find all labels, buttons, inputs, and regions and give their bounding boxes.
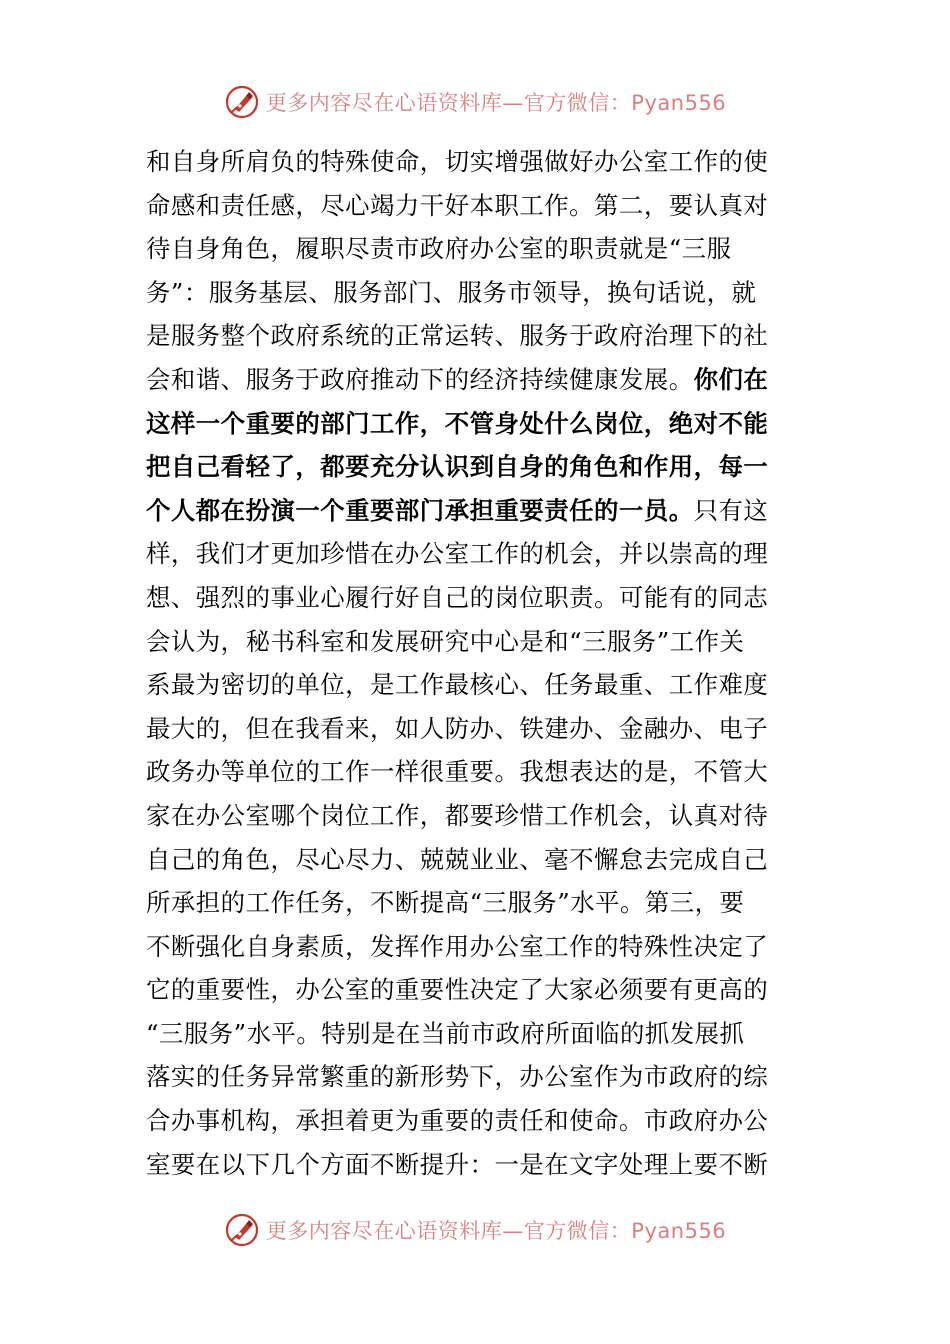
document-body — [146, 140, 806, 1186]
text-segment: 它的重要性，办公室的重要性决定了大家必须要有更高的 — [146, 975, 769, 1005]
text-segment: 合办事机构，承担着更为重要的责任和使命。市政府办公 — [146, 1106, 769, 1136]
text-segment: 会和谐、服务于政府推动下的经济持续健康发展。 — [146, 364, 694, 394]
text-line — [146, 576, 806, 620]
text-line — [146, 445, 806, 489]
text-line — [146, 663, 806, 707]
text-segment: 系最为密切的单位，是工作最核心、任务最重、工作难度 — [146, 670, 769, 700]
text-segment: 务”：服务基层、服务部门、服务市领导，换句话说，就 — [146, 277, 757, 307]
pen-nib-logo-icon — [224, 84, 260, 120]
text-line — [146, 227, 806, 271]
text-segment: 不断强化自身素质，发挥作用办公室工作的特殊性决定了 — [146, 931, 769, 961]
text-segment: “三服务”水平。特别是在当前市政府所面临的抓发展抓 — [146, 1018, 745, 1048]
text-line — [146, 140, 806, 184]
footer-banner — [0, 1210, 950, 1250]
bold-text-segment: 把自己看轻了，都要充分认识到自身的角色和作用，每一 — [146, 452, 769, 482]
text-line — [146, 1055, 806, 1099]
bold-text-segment: 个人都在扮演一个重要部门承担重要责任的一员。 — [146, 495, 694, 525]
text-line — [146, 968, 806, 1012]
text-segment: 和自身所肩负的特殊使命，切实增强做好办公室工作的使 — [146, 147, 769, 176]
text-segment: 想、强烈的事业心履行好自己的岗位职责。可能有的同志 — [146, 582, 769, 612]
text-line — [146, 314, 806, 358]
text-segment: 只有这 — [693, 495, 769, 525]
bold-text-segment: 这样一个重要的部门工作，不管身处什么岗位，绝对不能 — [146, 408, 769, 438]
text-line — [146, 358, 806, 402]
text-line — [146, 532, 806, 576]
text-segment: 样，我们才更加珍惜在办公室工作的机会，并以崇高的理 — [146, 539, 769, 569]
text-line — [146, 881, 806, 925]
text-line — [146, 794, 806, 838]
text-line — [146, 838, 806, 882]
header-banner — [0, 82, 950, 122]
text-segment: 所承担的工作任务，不断提高“三服务”水平。第三，要 — [146, 888, 745, 918]
header-banner-text: 更多内容尽在心语资料库—官方微信：Pyan556 — [265, 91, 727, 115]
text-segment: 待自身角色，履职尽责市政府办公室的职责就是“三服 — [146, 234, 732, 264]
text-line — [146, 620, 806, 664]
pen-nib-logo-icon — [224, 1212, 260, 1248]
text-line — [146, 1143, 806, 1187]
text-line — [146, 184, 806, 228]
text-segment: 是服务整个政府系统的正常运转、服务于政府治理下的社 — [146, 321, 769, 351]
text-segment: 室要在以下几个方面不断提升：一是在文字处理上要不断 — [146, 1149, 769, 1179]
text-line — [146, 707, 806, 751]
text-segment: 家在办公室哪个岗位工作，都要珍惜工作机会，认真对待 — [146, 800, 769, 830]
text-line — [146, 1012, 806, 1056]
text-line — [146, 402, 806, 446]
bold-text-segment: 你们在 — [693, 364, 769, 394]
text-line — [146, 750, 806, 794]
text-line — [146, 1099, 806, 1143]
footer-banner-text: 更多内容尽在心语资料库—官方微信：Pyan556 — [265, 1219, 727, 1243]
text-segment: 会认为，秘书科室和发展研究中心是和“三服务”工作关 — [146, 626, 745, 656]
text-line — [146, 925, 806, 969]
text-line — [146, 271, 806, 315]
text-segment: 政务办等单位的工作一样很重要。我想表达的是，不管大 — [146, 757, 769, 787]
text-line — [146, 489, 806, 533]
text-segment: 自己的角色，尽心尽力、兢兢业业、毫不懈怠去完成自己 — [146, 844, 769, 874]
text-segment: 最大的，但在我看来，如人防办、铁建办、金融办、电子 — [146, 713, 769, 743]
text-segment: 落实的任务异常繁重的新形势下，办公室作为市政府的综 — [146, 1062, 769, 1092]
text-segment: 命感和责任感，尽心竭力干好本职工作。第二，要认真对 — [146, 190, 769, 220]
